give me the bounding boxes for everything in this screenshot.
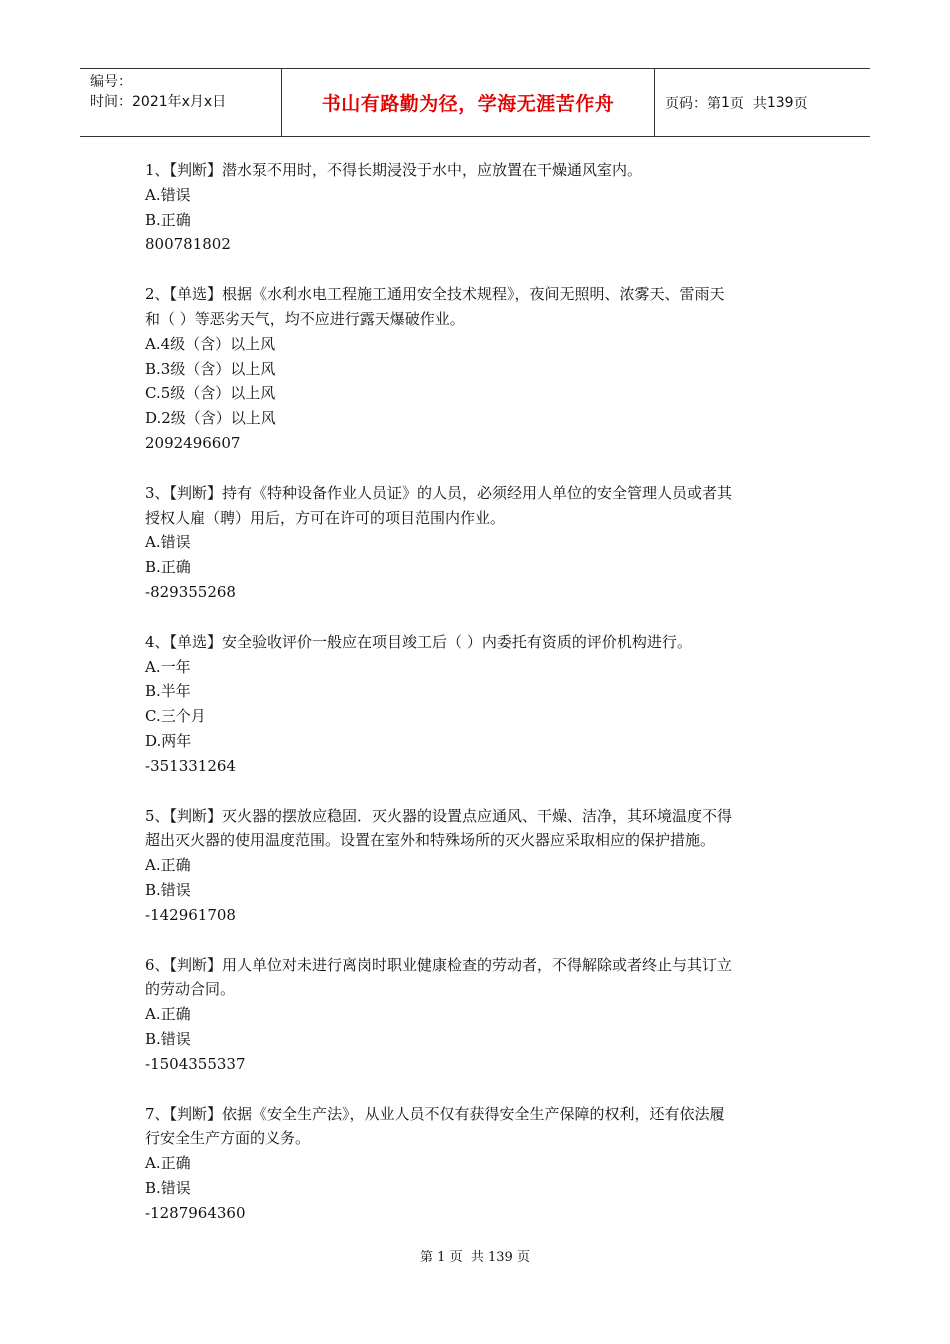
question-code: -351331264: [145, 756, 236, 775]
question-option: A.正确: [145, 1154, 191, 1173]
question-option: B.3级（含）以上风: [145, 359, 276, 378]
header-page-current: 1: [721, 94, 730, 111]
page-footer: [0, 1246, 950, 1265]
question-option: B.正确: [145, 558, 191, 577]
question-stem-line: 3、【判断】持有《特种设备作业人员证》的人员，必须经用人单位的安全管理人员或者其: [145, 483, 733, 502]
question-option: A.正确: [145, 856, 191, 875]
question-option: A.4级（含）以上风: [145, 334, 276, 353]
header-page-prefix: 页码：第: [665, 95, 721, 112]
question-stem-line: 7、【判断】依据《安全生产法》，从业人员不仅有获得安全生产保障的权利，还有依法履: [145, 1104, 725, 1123]
question-option: D.两年: [145, 731, 192, 750]
header-page-total: 139: [766, 94, 794, 111]
footer-middle: 页 共: [449, 1250, 484, 1265]
header-meta: [80, 69, 282, 136]
document-time-label: 时间：2021年x月x日: [90, 94, 227, 110]
footer-prefix: 第: [420, 1250, 434, 1265]
question-stem-line: 6、【判断】用人单位对未进行离岗时职业健康检查的劳动者，不得解除或者终止与其订立: [145, 955, 733, 974]
question-item: [145, 804, 815, 928]
question-stem-line: 2、【单选】根据《水利水电工程施工通用安全技术规程》，夜间无照明、浓雾天、雷雨天: [145, 285, 725, 304]
header-page-suffix: 页: [793, 95, 808, 112]
header-page-middle: 页 共: [729, 95, 767, 112]
question-code: -1504355337: [145, 1054, 246, 1073]
page-header: [80, 68, 870, 137]
question-option: B.错误: [145, 880, 191, 899]
question-stem-line: 和（ ）等恶劣天气，均不应进行露天爆破作业。: [145, 309, 465, 328]
header-page-info: [655, 69, 870, 136]
question-item: [145, 282, 815, 456]
question-option: B.半年: [145, 682, 191, 701]
question-list: [145, 158, 815, 1250]
question-stem-line: 1、【判断】潜水泵不用时，不得长期浸没于水中，应放置在干燥通风室内。: [145, 161, 643, 179]
question-code: 2092496607: [145, 433, 241, 452]
footer-suffix: 页: [516, 1250, 530, 1265]
question-option: A.错误: [145, 533, 191, 552]
question-code: 800781802: [145, 235, 231, 254]
question-item: [145, 953, 815, 1077]
question-option: A.错误: [145, 185, 191, 204]
question-stem-line: 5、【判断】灭火器的摆放应稳固．灭火器的设置点应通风、干燥、洁净，其环境温度不得: [145, 806, 733, 825]
question-item: [145, 158, 815, 257]
header-motto: 书山有路勤为径，学海无涯苦作舟: [321, 93, 615, 115]
question-item: [145, 481, 815, 605]
question-stem-line: 授权人雇（聘）用后，方可在许可的项目范围内作业。: [145, 508, 506, 527]
question-code: -1287964360: [145, 1203, 246, 1222]
header-motto-cell: [282, 69, 655, 136]
question-stem-line: 超出灭火器的使用温度范围。设置在室外和特殊场所的灭火器应采取相应的保护措施。: [145, 831, 716, 850]
question-stem-line: 行安全生产方面的义务。: [145, 1129, 311, 1148]
footer-total: 139: [488, 1250, 513, 1265]
question-option: C.5级（含）以上风: [145, 384, 276, 403]
question-option: B.错误: [145, 1178, 191, 1197]
question-stem-line: 4、【单选】安全验收评价一般应在项目竣工后（ ）内委托有资质的评价机构进行。: [145, 632, 692, 651]
question-item: [145, 630, 815, 779]
question-option: A.正确: [145, 1005, 191, 1024]
question-option: D.2级（含）以上风: [145, 409, 276, 428]
question-code: -829355268: [145, 582, 236, 601]
question-option: B.错误: [145, 1029, 191, 1048]
question-item: [145, 1102, 815, 1226]
question-option: B.正确: [145, 210, 191, 229]
question-option: A.一年: [145, 657, 191, 676]
question-stem-line: 的劳动合同。: [145, 980, 236, 999]
footer-current: 1: [437, 1250, 446, 1265]
document-number-label: 编号：: [90, 74, 132, 90]
question-code: -142961708: [145, 905, 236, 924]
question-option: C.三个月: [145, 707, 206, 726]
